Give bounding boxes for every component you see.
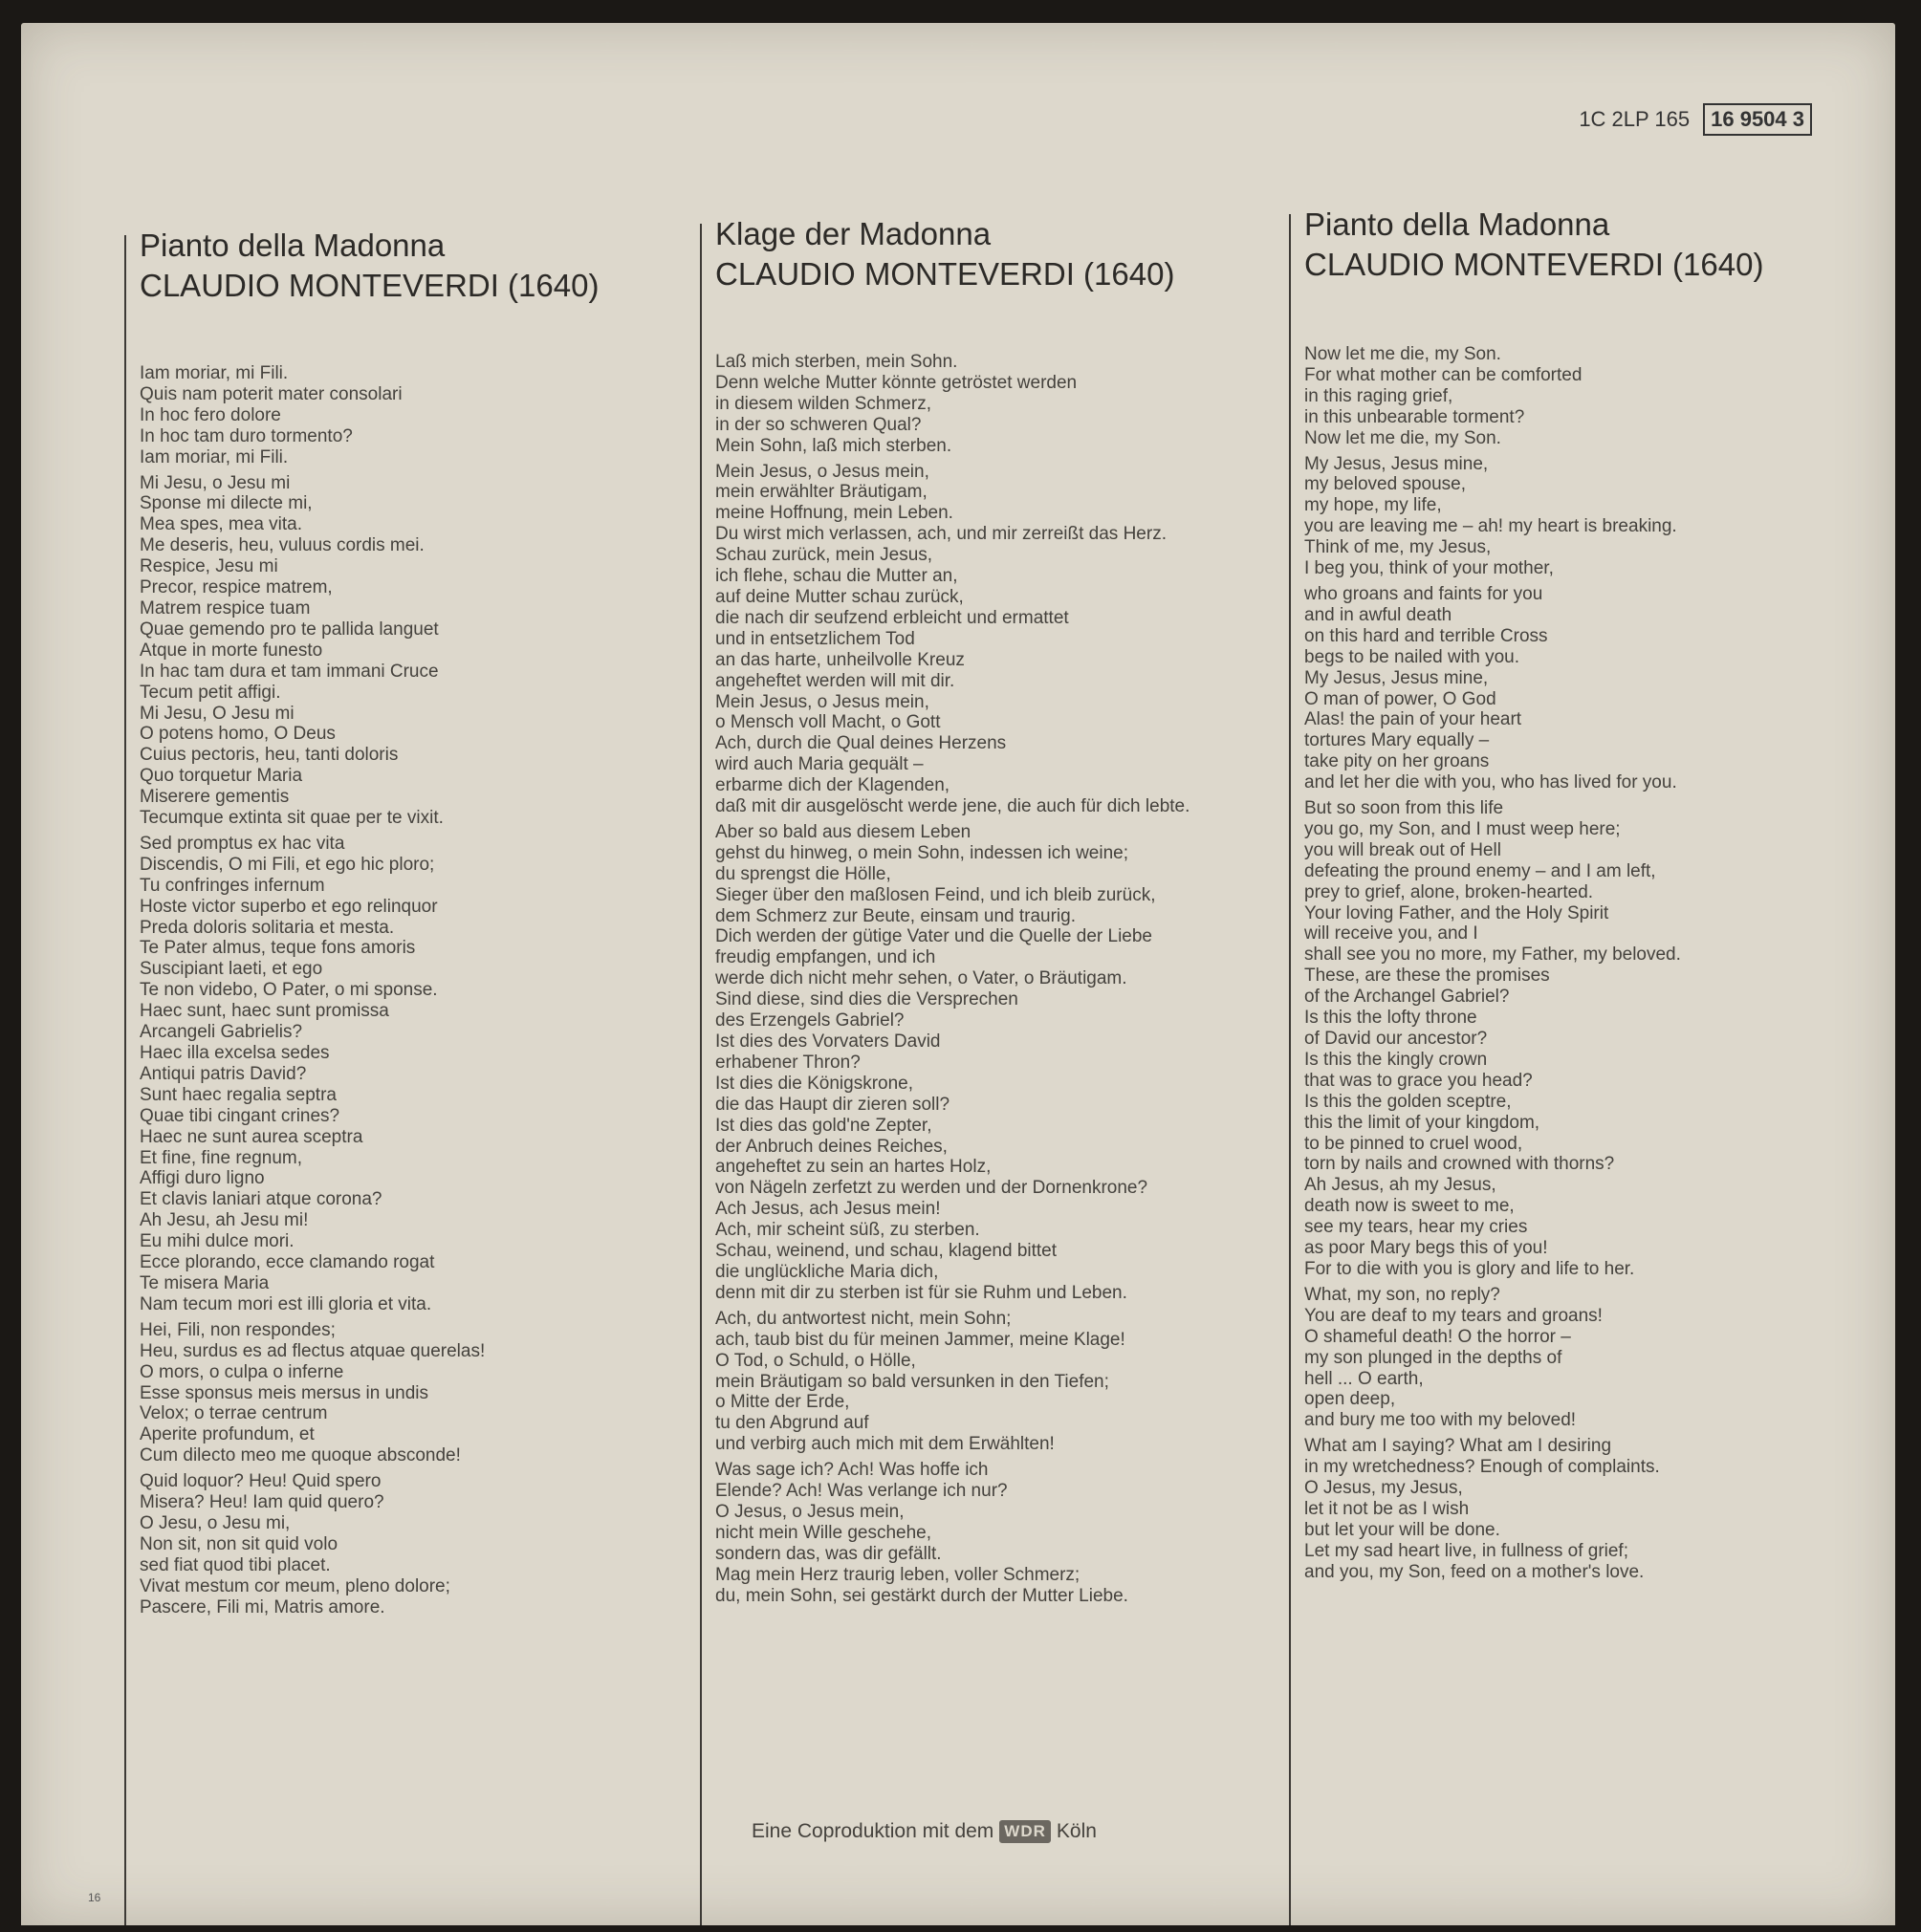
lyric-line: an das harte, unheilvolle Kreuz	[715, 649, 965, 670]
lyric-line: o Mensch voll Macht, o Gott	[715, 712, 941, 733]
lyrics	[715, 352, 1293, 1611]
lyric-line: sondern das, was dir gefällt.	[715, 1543, 942, 1564]
lyric-line: see my tears, hear my cries	[1304, 1217, 1528, 1238]
lyric-line: du, mein Sohn, sei gestärkt durch der Mutter Liebe.	[715, 1585, 1128, 1606]
lyric-line: die das Haupt dir zieren soll?	[715, 1094, 950, 1115]
lyric-line: take pity on her groans	[1304, 751, 1490, 772]
lyric-line: der Anbruch deines Reiches,	[715, 1136, 948, 1157]
lyric-line: in this raging grief,	[1304, 385, 1453, 406]
lyric-line: as poor Mary begs this of you!	[1304, 1238, 1548, 1259]
lyric-line: to be pinned to cruel wood,	[1304, 1133, 1523, 1154]
lyric-line: des Erzengels Gabriel?	[715, 1010, 905, 1031]
catalog-box-number: 16 9504 3	[1703, 103, 1812, 136]
lyric-line: defeating the pround enemy – and I am left,	[1304, 860, 1656, 881]
lyric-line: Non sit, non sit quid volo	[140, 1533, 338, 1554]
stanza	[1304, 1436, 1882, 1582]
lyric-line: Suscipiant laeti, et ego	[140, 959, 323, 980]
lyric-line: Sed promptus ex hac vita	[140, 833, 345, 854]
lyric-line: prey to grief, alone, broken-hearted.	[1304, 881, 1594, 902]
lyric-line: In hoc tam duro tormento?	[140, 425, 353, 446]
lyric-line: Sieger über den maßlosen Feind, und ich bleib zurück,	[715, 884, 1156, 905]
stanza	[140, 1471, 698, 1617]
lyric-line: in der so schweren Qual?	[715, 414, 922, 435]
lyrics	[1304, 344, 1882, 1588]
lyric-line: Nam tecum mori est illi gloria et vita.	[140, 1293, 432, 1314]
lyric-line: and let her die with you, who has lived for you.	[1304, 772, 1677, 793]
lyric-line: Precor, respice matrem,	[140, 577, 333, 598]
lyric-line: Arcangeli Gabrielis?	[140, 1022, 303, 1043]
lyric-line: Sind diese, sind dies die Versprechen	[715, 989, 1018, 1010]
lyric-line: sed fiat quod tibi placet.	[140, 1554, 331, 1575]
lyric-line: What, my son, no reply?	[1304, 1284, 1500, 1305]
lyric-line: O potens homo, O Deus	[140, 724, 336, 745]
lyric-line: angeheftet werden will mit dir.	[715, 670, 955, 691]
lyric-line: Ah Jesus, ah my Jesus,	[1304, 1175, 1496, 1196]
lyric-line: Cuius pectoris, heu, tanti doloris	[140, 745, 399, 766]
lyric-line: hell ... O earth,	[1304, 1368, 1424, 1389]
lyric-line: that was to grace you head?	[1304, 1070, 1533, 1091]
column-english	[1289, 23, 1882, 1925]
lyric-line: and you, my Son, feed on a mother's love.	[1304, 1561, 1645, 1582]
lyric-line: you will break out of Hell	[1304, 839, 1501, 860]
column-german	[700, 23, 1293, 1925]
lyric-line: Esse sponsus meis mersus in undis	[140, 1382, 429, 1403]
lyric-line: Ecce plorando, ecce clamando rogat	[140, 1252, 435, 1273]
wdr-logo: WDR	[999, 1820, 1051, 1843]
lyric-line: Quae tibi cingant crines?	[140, 1105, 340, 1126]
lyric-line: Schau, weinend, und schau, klagend bittet	[715, 1241, 1058, 1262]
lyric-line: begs to be nailed with you.	[1304, 646, 1519, 667]
lyric-line: you are leaving me – ah! my heart is breaking.	[1304, 516, 1677, 537]
lyric-line: Is this the lofty throne	[1304, 1008, 1477, 1029]
lyric-line: Me deseris, heu, vuluus cordis mei.	[140, 535, 425, 556]
column-latin	[124, 23, 698, 1925]
lyric-line: o Mitte der Erde,	[715, 1392, 850, 1413]
booklet-page	[21, 23, 1895, 1925]
lyric-line: Mein Jesus, o Jesus mein,	[715, 461, 929, 482]
lyric-line: Think of me, my Jesus,	[1304, 537, 1492, 558]
lyric-line: You are deaf to my tears and groans!	[1304, 1305, 1603, 1326]
lyric-line: Denn welche Mutter könnte getröstet werden	[715, 372, 1078, 393]
lyric-line: Is this the golden sceptre,	[1304, 1091, 1512, 1112]
lyric-line: Misera? Heu! Iam quid quero?	[140, 1492, 384, 1513]
lyric-line: Hoste victor superbo et ego relinquor	[140, 896, 438, 917]
lyric-line: I beg you, think of your mother,	[1304, 558, 1554, 579]
lyric-line: Mein Sohn, laß mich sterben.	[715, 435, 952, 456]
lyric-line: Matrem respice tuam	[140, 597, 311, 619]
page-number: 16	[88, 1891, 101, 1904]
lyric-line: Ach, mir scheint süß, zu sterben.	[715, 1220, 980, 1241]
lyric-line: Ist dies die Königskrone,	[715, 1073, 914, 1094]
lyric-line: ich flehe, schau die Mutter an,	[715, 566, 958, 587]
lyric-line: Ach, durch die Qual deines Herzens	[715, 733, 1007, 754]
lyric-line: Quo torquetur Maria	[140, 766, 303, 787]
lyric-line: Ach Jesus, ach Jesus mein!	[715, 1199, 941, 1220]
lyric-line: and in awful death	[1304, 604, 1452, 625]
lyric-line: Pascere, Fili mi, Matris amore.	[140, 1596, 385, 1617]
lyric-line: O shameful death! O the horror –	[1304, 1326, 1571, 1347]
lyric-line: Antiqui patris David?	[140, 1063, 307, 1084]
coproduction-note	[752, 1820, 1097, 1843]
lyric-line: My Jesus, Jesus mine,	[1304, 667, 1489, 688]
lyric-line: Quae gemendo pro te pallida languet	[140, 619, 439, 640]
footer-text: Eine Coproduktion mit dem	[752, 1820, 994, 1842]
lyric-line: of David our ancestor?	[1304, 1029, 1488, 1049]
lyric-line: shall see you no more, my Father, my beloved.	[1304, 944, 1681, 966]
column-title: Pianto della Madonna	[140, 228, 446, 263]
lyric-line: my hope, my life,	[1304, 495, 1442, 516]
lyric-line: But so soon from this life	[1304, 798, 1504, 819]
lyric-line: und in entsetzlichem Tod	[715, 628, 915, 649]
lyric-line: Aber so bald aus diesem Leben	[715, 821, 971, 842]
lyric-line: Iam moriar, mi Fili.	[140, 446, 289, 467]
lyric-line: werde dich nicht mehr sehen, o Vater, o Bräutigam.	[715, 968, 1127, 989]
lyric-line: Iam moriar, mi Fili.	[140, 363, 289, 383]
lyric-line: let it not be as I wish	[1304, 1498, 1470, 1519]
lyric-line: Velox; o terrae centrum	[140, 1403, 328, 1424]
lyric-line: Tecumque extinta sit quae per te vixit.	[140, 808, 444, 829]
stanza	[715, 462, 1293, 817]
lyric-line: Elende? Ach! Was verlange ich nur?	[715, 1481, 1008, 1502]
footer-city: Köln	[1056, 1820, 1097, 1842]
lyric-line: von Nägeln zerfetzt zu werden und der Dornenkrone?	[715, 1178, 1148, 1199]
lyric-line: Alas! the pain of your heart	[1304, 709, 1522, 730]
lyric-line: Mein Jesus, o Jesus mein,	[715, 691, 929, 712]
column-rule	[1289, 214, 1291, 1925]
lyric-line: wird auch Maria gequält –	[715, 754, 924, 775]
lyric-line: In hac tam dura et tam immani Cruce	[140, 661, 439, 682]
lyric-line: Ist dies das gold'ne Zepter,	[715, 1115, 932, 1136]
lyric-line: Is this the kingly crown	[1304, 1049, 1488, 1070]
stanza	[715, 1460, 1293, 1606]
lyric-line: you go, my Son, and I must weep here;	[1304, 818, 1621, 839]
catalog-prefix: 1C 2LP 165	[1579, 107, 1691, 131]
lyric-line: ach, taub bist du für meinen Jammer, meine Klage!	[715, 1329, 1125, 1350]
column-title: Pianto della Madonna	[1304, 206, 1610, 242]
lyric-line: For to die with you is glory and life to her.	[1304, 1258, 1635, 1279]
stanza	[140, 834, 698, 1315]
lyric-line: Was sage ich? Ach! Was hoffe ich	[715, 1460, 989, 1481]
lyric-line: dem Schmerz zur Beute, einsam und traurig.	[715, 905, 1077, 926]
lyric-line: die nach dir seufzend erbleicht und ermattet	[715, 607, 1069, 628]
lyric-line: angeheftet zu sein an hartes Holz,	[715, 1157, 992, 1178]
stanza	[140, 1320, 698, 1466]
stanza	[1304, 798, 1882, 1280]
lyric-line: my son plunged in the depths of	[1304, 1347, 1562, 1368]
lyric-line: freudig empfangen, und ich	[715, 947, 936, 968]
lyric-line: Tu confringes infernum	[140, 875, 325, 896]
lyric-line: die unglückliche Maria dich,	[715, 1261, 939, 1282]
lyric-line: Tecum petit affigi.	[140, 682, 281, 703]
lyric-line: and bury me too with my beloved!	[1304, 1410, 1577, 1431]
lyric-line: Mi Jesu, o Jesu mi	[140, 472, 291, 493]
lyric-line: Quis nam poterit mater consolari	[140, 383, 403, 404]
lyric-line: Dich werden der gütige Vater und die Quelle der Liebe	[715, 926, 1152, 947]
stanza	[1304, 344, 1882, 449]
stanza	[715, 352, 1293, 457]
column-rule	[124, 235, 126, 1925]
lyric-line: Sunt haec regalia septra	[140, 1084, 337, 1105]
lyric-line: Discendis, O mi Fili, et ego hic ploro;	[140, 854, 435, 875]
lyric-line: Et fine, fine regnum,	[140, 1147, 303, 1168]
column-composer: CLAUDIO MONTEVERDI (1640)	[140, 268, 600, 303]
stanza	[1304, 1285, 1882, 1431]
stanza	[1304, 584, 1882, 793]
lyric-line: will receive you, and I	[1304, 923, 1478, 944]
lyric-line: Mi Jesu, O Jesu mi	[140, 703, 295, 724]
lyric-line: nicht mein Wille geschehe,	[715, 1522, 931, 1543]
stanza	[1304, 454, 1882, 579]
lyric-line: of the Archangel Gabriel?	[1304, 987, 1510, 1008]
lyric-line: O man of power, O God	[1304, 688, 1496, 709]
lyric-line: in this unbearable torment?	[1304, 406, 1525, 427]
lyric-line: In hoc fero dolore	[140, 404, 281, 425]
lyric-line: Your loving Father, and the Holy Spirit	[1304, 902, 1609, 923]
lyric-line: Te Pater almus, teque fons amoris	[140, 938, 416, 959]
lyric-line: O mors, o culpa o inferne	[140, 1361, 344, 1382]
lyric-line: Ist dies des Vorvaters David	[715, 1031, 941, 1052]
lyric-line: What am I saying? What am I desiring	[1304, 1436, 1612, 1457]
lyric-line: erbarme dich der Klagenden,	[715, 775, 950, 796]
lyric-line: Haec sunt, haec sunt promissa	[140, 1001, 389, 1022]
lyric-line: Affigi duro ligno	[140, 1168, 265, 1189]
lyric-line: Ach, du antwortest nicht, mein Sohn;	[715, 1308, 1012, 1329]
lyric-line: Ah Jesu, ah Jesu mi!	[140, 1210, 309, 1231]
lyric-line: Miserere gementis	[140, 787, 290, 808]
lyric-line: Mag mein Herz traurig leben, voller Schmerz;	[715, 1564, 1081, 1585]
lyric-line: Eu mihi dulce mori.	[140, 1231, 295, 1252]
lyric-line: Now let me die, my Son.	[1304, 427, 1501, 448]
lyric-line: erhabener Thron?	[715, 1052, 861, 1073]
lyric-line: Let my sad heart live, in fullness of grief;	[1304, 1540, 1628, 1561]
lyric-line: Vivat mestum cor meum, pleno dolore;	[140, 1575, 450, 1596]
lyric-line: Hei, Fili, non respondes;	[140, 1319, 336, 1340]
lyric-line: Laß mich sterben, mein Sohn.	[715, 352, 958, 372]
lyric-line: O Jesu, o Jesu mi,	[140, 1512, 291, 1533]
lyric-line: my beloved spouse,	[1304, 474, 1466, 495]
stanza	[140, 363, 698, 468]
lyric-line: Aperite profundum, et	[140, 1424, 315, 1445]
lyric-line: open deep,	[1304, 1389, 1396, 1410]
lyric-line: gehst du hinweg, o mein Sohn, indessen ich weine;	[715, 842, 1128, 863]
lyric-line: denn mit dir zu sterben ist für sie Ruhm und Leben.	[715, 1282, 1127, 1303]
lyric-line: this the limit of your kingdom,	[1304, 1112, 1540, 1133]
lyric-line: These, are these the promises	[1304, 966, 1550, 987]
lyrics	[140, 363, 698, 1622]
lyric-line: Te non videbo, O Pater, o mi sponse.	[140, 980, 438, 1001]
lyric-line: Mea spes, mea vita.	[140, 514, 303, 535]
lyric-line: in diesem wilden Schmerz,	[715, 393, 931, 414]
lyric-line: who groans and faints for you	[1304, 583, 1543, 604]
lyric-line: O Jesus, my Jesus,	[1304, 1478, 1463, 1499]
lyric-line: mein erwählter Bräutigam,	[715, 482, 928, 503]
lyric-line: Respice, Jesu mi	[140, 556, 278, 577]
lyric-line: Schau zurück, mein Jesus,	[715, 545, 933, 566]
lyric-line: mein Bräutigam so bald versunken in den Tiefen;	[715, 1371, 1109, 1392]
column-composer: CLAUDIO MONTEVERDI (1640)	[715, 256, 1175, 292]
lyric-line: Now let me die, my Son.	[1304, 344, 1501, 364]
lyric-line: Atque in morte funesto	[140, 640, 323, 661]
lyric-line: Preda doloris solitaria et mesta.	[140, 917, 395, 938]
lyric-line: Heu, surdus es ad flectus atquae querelas!	[140, 1340, 486, 1361]
lyric-line: tortures Mary equally –	[1304, 730, 1490, 751]
lyric-line: Haec illa excelsa sedes	[140, 1043, 330, 1063]
column-rule	[700, 224, 702, 1925]
lyric-line: Cum dilecto meo me quoque absconde!	[140, 1445, 461, 1466]
lyric-line: but let your will be done.	[1304, 1519, 1500, 1540]
lyric-line: tu den Abgrund auf	[715, 1413, 869, 1434]
lyric-line: auf deine Mutter schau zurück,	[715, 586, 964, 607]
lyric-line: in my wretchedness? Enough of complaints.	[1304, 1457, 1660, 1478]
lyric-line: death now is sweet to me,	[1304, 1196, 1515, 1217]
lyric-line: O Jesus, o Jesus mein,	[715, 1501, 905, 1522]
lyric-line: My Jesus, Jesus mine,	[1304, 453, 1489, 474]
column-composer: CLAUDIO MONTEVERDI (1640)	[1304, 247, 1764, 282]
stanza	[715, 1309, 1293, 1455]
lyric-line: daß mit dir ausgelöscht werde jene, die auch für dich lebte.	[715, 796, 1190, 817]
stanza	[140, 473, 698, 829]
lyric-line: on this hard and terrible Cross	[1304, 625, 1548, 646]
stanza	[715, 822, 1293, 1304]
column-title: Klage der Madonna	[715, 216, 992, 251]
lyric-line: Quid loquor? Heu! Quid spero	[140, 1471, 382, 1492]
lyric-line: Haec ne sunt aurea sceptra	[140, 1126, 363, 1147]
lyric-line: du sprengst die Hölle,	[715, 863, 891, 884]
lyric-line: For what mother can be comforted	[1304, 364, 1583, 385]
lyric-line: Te misera Maria	[140, 1272, 270, 1293]
lyric-line: Du wirst mich verlassen, ach, und mir zerreißt das Herz.	[715, 524, 1167, 545]
lyric-line: O Tod, o Schuld, o Hölle,	[715, 1350, 916, 1371]
lyric-line: torn by nails and crowned with thorns?	[1304, 1154, 1615, 1175]
lyric-line: Sponse mi dilecte mi,	[140, 493, 313, 514]
lyric-line: und verbirg auch mich mit dem Erwählten!	[715, 1434, 1055, 1455]
lyric-line: Et clavis laniari atque corona?	[140, 1189, 382, 1210]
lyric-line: meine Hoffnung, mein Leben.	[715, 503, 953, 524]
